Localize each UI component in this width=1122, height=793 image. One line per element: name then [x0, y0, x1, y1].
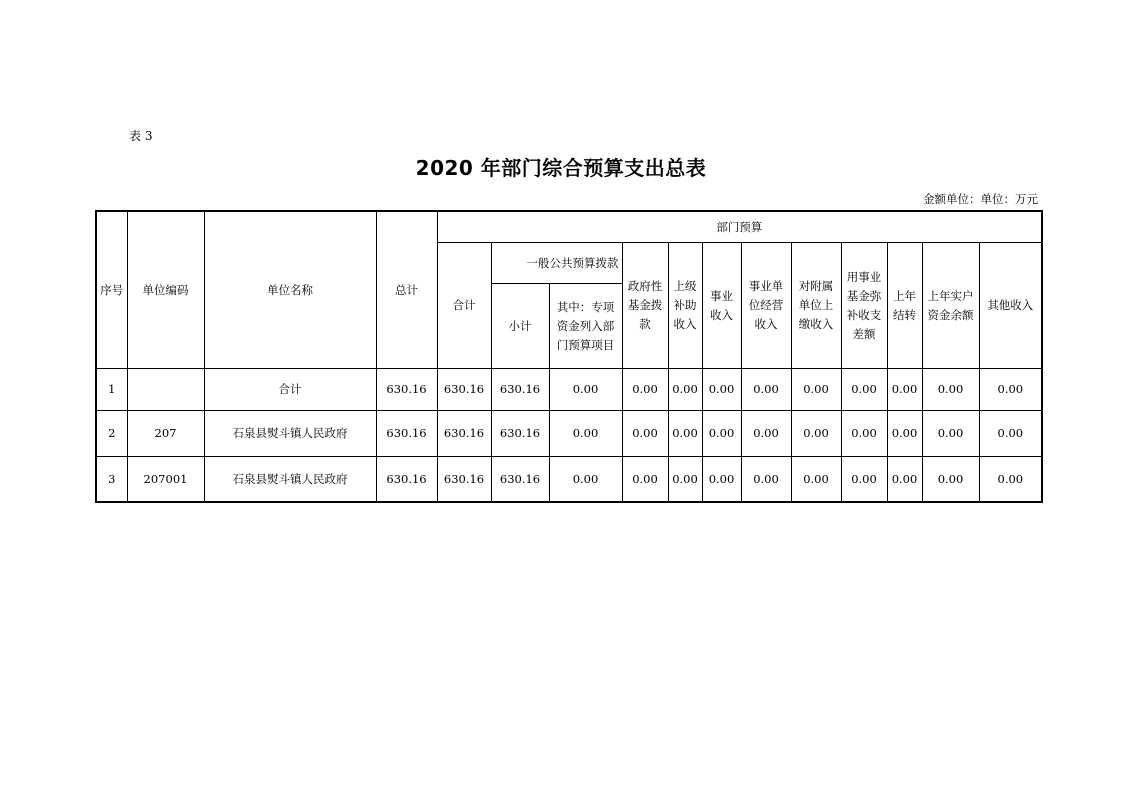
- header-special-funds: 其中：专项资金列入部门预算项目: [549, 284, 622, 369]
- cell-fund-balance: 0.00: [841, 411, 887, 457]
- cell-sum: 630.16: [437, 457, 491, 503]
- cell-name: 石泉县熨斗镇人民政府: [204, 411, 376, 457]
- cell-prior-balance: 0.00: [922, 369, 979, 411]
- cell-prior-balance: 0.00: [922, 457, 979, 503]
- header-fund-balance: 用事业基金弥补收支差额: [841, 243, 887, 369]
- cell-gov-fund: 0.00: [622, 411, 668, 457]
- cell-carry-over: 0.00: [887, 457, 922, 503]
- header-dept-budget: 部门预算: [437, 211, 1042, 243]
- cell-institution-operating: 0.00: [741, 457, 791, 503]
- header-subtotal-all: 合计: [437, 243, 491, 369]
- header-general-public: 一般公共预算拨款: [491, 243, 622, 284]
- cell-superior-subsidy: 0.00: [668, 457, 702, 503]
- cell-other-income: 0.00: [979, 369, 1042, 411]
- cell-prior-balance: 0.00: [922, 411, 979, 457]
- header-other-income: 其他收入: [979, 243, 1042, 369]
- cell-special-funds: 0.00: [549, 411, 622, 457]
- cell-institution-income: 0.00: [702, 457, 741, 503]
- budget-table: [95, 210, 1043, 503]
- header-general-subtotal: 小计: [491, 284, 549, 369]
- table-row: [96, 411, 1042, 457]
- cell-institution-income: 0.00: [702, 369, 741, 411]
- cell-seq: 1: [96, 369, 127, 411]
- cell-code: 207: [127, 411, 204, 457]
- cell-fund-balance: 0.00: [841, 457, 887, 503]
- cell-carry-over: 0.00: [887, 369, 922, 411]
- cell-sum: 630.16: [437, 411, 491, 457]
- header-total: 总计: [376, 211, 437, 369]
- cell-superior-subsidy: 0.00: [668, 411, 702, 457]
- header-superior-subsidy: 上级补助收入: [668, 243, 702, 369]
- table-number: 表 3: [129, 129, 153, 143]
- cell-subordinate-payment: 0.00: [791, 369, 841, 411]
- table-row: [96, 457, 1042, 503]
- cell-institution-operating: 0.00: [741, 369, 791, 411]
- cell-code: [127, 369, 204, 411]
- cell-sum: 630.16: [437, 369, 491, 411]
- cell-seq: 3: [96, 457, 127, 503]
- cell-institution-income: 0.00: [702, 411, 741, 457]
- unit-note: 金额单位：单位：万元: [923, 192, 1038, 206]
- header-code: 单位编码: [127, 211, 204, 369]
- header-institution-income: 事业收入: [702, 243, 741, 369]
- cell-general-subtotal: 630.16: [491, 457, 549, 503]
- cell-code: 207001: [127, 457, 204, 503]
- cell-gov-fund: 0.00: [622, 369, 668, 411]
- cell-name: 合计: [204, 369, 376, 411]
- header-subordinate-payment: 对附属单位上缴收入: [791, 243, 841, 369]
- cell-gov-fund: 0.00: [622, 457, 668, 503]
- cell-special-funds: 0.00: [549, 457, 622, 503]
- header-prior-balance: 上年实户资金余额: [922, 243, 979, 369]
- header-carry-over: 上年结转: [887, 243, 922, 369]
- header-seq: 序号: [96, 211, 127, 369]
- cell-total: 630.16: [376, 411, 437, 457]
- cell-institution-operating: 0.00: [741, 411, 791, 457]
- cell-total: 630.16: [376, 369, 437, 411]
- header-name: 单位名称: [204, 211, 376, 369]
- page-title: 2020 年部门综合预算支出总表: [415, 156, 707, 180]
- cell-total: 630.16: [376, 457, 437, 503]
- cell-special-funds: 0.00: [549, 369, 622, 411]
- cell-superior-subsidy: 0.00: [668, 369, 702, 411]
- cell-carry-over: 0.00: [887, 411, 922, 457]
- header-institution-operating: 事业单位经营收入: [741, 243, 791, 369]
- cell-seq: 2: [96, 411, 127, 457]
- header-gov-fund: 政府性基金拨款: [622, 243, 668, 369]
- cell-general-subtotal: 630.16: [491, 369, 549, 411]
- cell-other-income: 0.00: [979, 457, 1042, 503]
- cell-name: 石泉县熨斗镇人民政府: [204, 457, 376, 503]
- table-row: [96, 369, 1042, 411]
- cell-general-subtotal: 630.16: [491, 411, 549, 457]
- cell-other-income: 0.00: [979, 411, 1042, 457]
- cell-fund-balance: 0.00: [841, 369, 887, 411]
- cell-subordinate-payment: 0.00: [791, 457, 841, 503]
- cell-subordinate-payment: 0.00: [791, 411, 841, 457]
